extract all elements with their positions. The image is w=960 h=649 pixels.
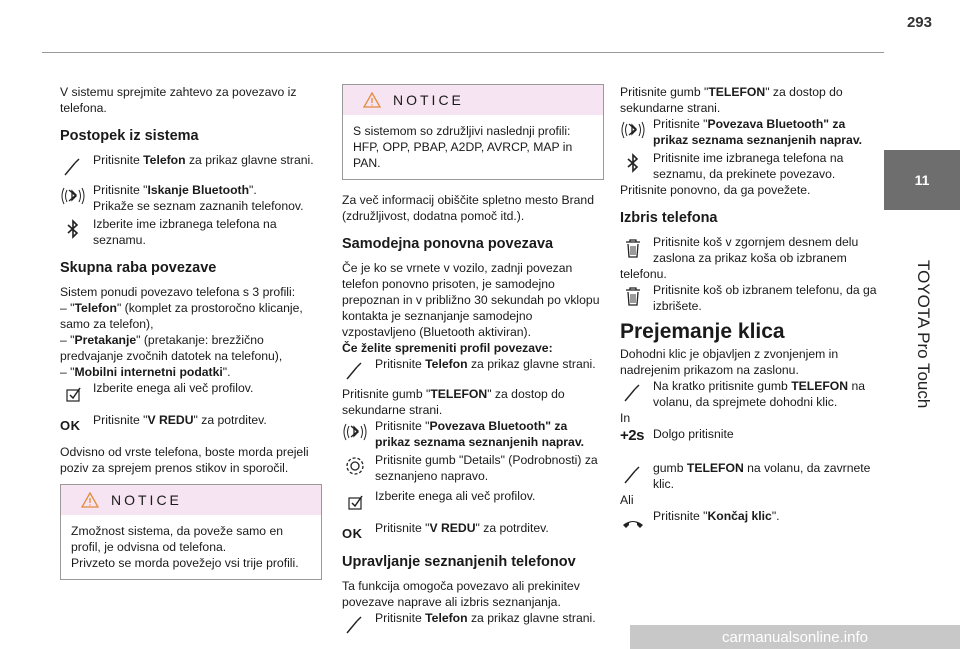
heading-skupna: Skupna raba povezave [60,260,217,276]
step-povezava-bluetooth: Pritisnite "Povezava Bluetooth" za prikaz seznama seznanjenih naprav. [342,418,604,450]
step-izberite-profile: Izberite enega ali več profilov. [342,488,604,508]
samodejna-text: Če je ko se vrnete v vozilo, zadnji povezan telefon ponovno prisoten, je samodejno prepoznan in v približno 30 sekundah po vklopu kontakta je seznanjanje samodejno vzpostavljeno (Bluetooth aktiviran). [342,261,600,339]
ok-icon: OK [342,526,363,541]
step-izberite-profile: Izberite enega ali več profilov. [60,380,322,400]
step-koncaj: Pritisnite "Končaj klic". [620,508,882,528]
notice-box [60,484,322,580]
step-povezava-bluetooth: Pritisnite "Povezava Bluetooth" za prikaz seznama seznanjenih naprav. [620,116,882,148]
column-1 [60,84,322,592]
step-v-redu: OK Pritisnite "V REDU" za potrditev. [60,412,322,432]
warning-icon [81,492,99,508]
profile-item: – "Pretakanje" (pretakanje: brezžično predvajanje zvočnih datotek na telefonu), [60,333,283,363]
heading-prejemanje: Prejemanje klica [620,320,785,343]
gear-icon [342,453,368,479]
bluetooth-icon [620,151,646,177]
heading-izbris: Izbris telefona [620,210,718,226]
watermark: carmanualsonline.info [630,625,960,649]
trash-icon [620,235,646,261]
telefon-text: Pritisnite gumb "TELEFON" za dostop do sekundarne strani. [342,387,565,417]
step-telefon: Pritisnite Telefon za prikaz glavne strani. [342,356,604,376]
skupna-text: Sistem ponudi povezavo telefona s 3 profili: [60,285,296,299]
column-2 [342,84,604,636]
ali-text: Ali [620,493,634,507]
tap-icon [342,357,368,383]
heading-postopek: Postopek iz sistema [60,128,199,144]
profile-item: – "Telefon" (komplet za prostoročno klicanje, samo za telefon), [60,301,303,331]
step-kos-zgoraj: Pritisnite koš v zgornjem desnem delu zaslona za prikaz koša ob izbranem [620,234,882,266]
checkbox-icon [342,489,368,515]
bluetooth-wave-icon [342,419,368,445]
column-3 [620,84,882,534]
chapter-tab[interactable]: 11 [884,150,960,210]
prejemanje-text: Dohodni klic je objavljen z zvonjenjem in nadrejenim prikazom na zaslonu. [620,347,839,377]
info-text: Za več informacij obiščite spletno mesto Brand (združljivost, dodatna pomoč itd.). [342,193,594,223]
bluetooth-icon [60,217,86,243]
heading-samodejna: Samodejna ponovna povezava [342,236,554,252]
ok-icon: OK [60,418,81,433]
profile-item: – "Mobilni internetni podatki". [60,365,231,379]
after-text: Odvisno od vrste telefona, boste morda prejeli poziv za sprejem prenos stikov in sporočil. [60,445,309,475]
povezete-text: Pritisnite ponovno, da ga povežete. [620,183,811,197]
step-zavrni: gumb TELEFON na volanu, da zavrnete klic. [620,460,882,492]
step-izberite-ime: Izberite ime izbranega telefona na seznamu. [60,216,322,248]
kos-text-cont: telefonu. [620,267,667,281]
step-ime-telefona: Pritisnite ime izbranega telefona na seznamu, da prekinete povezavo. [620,150,882,182]
warning-icon [363,92,381,108]
long-press-icon: +2s [620,427,644,444]
step-telefon: Pritisnite Telefon za prikaz glavne strani. [60,152,322,172]
tap-icon [620,461,646,487]
trash-icon [620,283,646,309]
in-text: In [620,411,631,425]
tap-icon [620,379,646,405]
heading-upravljanje: Upravljanje seznanjenih telefonov [342,554,576,570]
upravljanje-text: Ta funkcija omogoča povezavo ali prekinitev povezave naprave ali izbris seznanjanja. [342,579,580,609]
tap-icon [342,611,368,637]
header-divider [42,52,884,53]
bluetooth-wave-icon [620,117,646,143]
notice-title: NOTICE [393,92,464,108]
notice-text: S sistemom so združljivi naslednji profili: HFP, OPP, PBAP, A2DP, AVRCP, MAP in PAN. [353,124,573,170]
step-kos-telefon: Pritisnite koš ob izbranem telefonu, da ga izbrišete. [620,282,882,314]
step-sprejmi: Na kratko pritisnite gumb TELEFON na volanu, da sprejmete dohodni klic. [620,378,882,410]
step-details: Pritisnite gumb "Details" (Podrobnosti) za seznanjeno napravo. [342,452,604,484]
step-v-redu: OK Pritisnite "V REDU" za potrditev. [342,520,604,540]
page-number: 293 [906,14,932,31]
step-iskanje-bluetooth: Pritisnite "Iskanje Bluetooth". Prikaže se seznam zaznanih telefonov. [60,182,322,214]
bluetooth-wave-icon [60,183,86,209]
checkbox-icon [60,381,86,407]
notice-text: Zmožnost sistema, da poveže samo en profil, je odvisna od telefona. [71,524,284,554]
question-text: Če želite spremeniti profil povezave: [342,341,553,355]
hang-up-icon [620,509,646,535]
notice-title: NOTICE [111,492,182,508]
step-dolgo: +2s Dolgo pritisnite [620,426,882,446]
notice-text: Privzeto se morda povežejo vsi trije profili. [71,556,299,570]
tap-icon [60,153,86,179]
notice-box [342,84,604,180]
telefon-text: Pritisnite gumb "TELEFON" za dostop do sekundarne strani. [620,85,843,115]
intro-text: V sistemu sprejmite zahtevo za povezavo iz telefona. [60,85,297,115]
step-telefon: Pritisnite Telefon za prikaz glavne strani. [342,610,604,630]
chapter-title: TOYOTA Pro Touch [914,260,933,409]
